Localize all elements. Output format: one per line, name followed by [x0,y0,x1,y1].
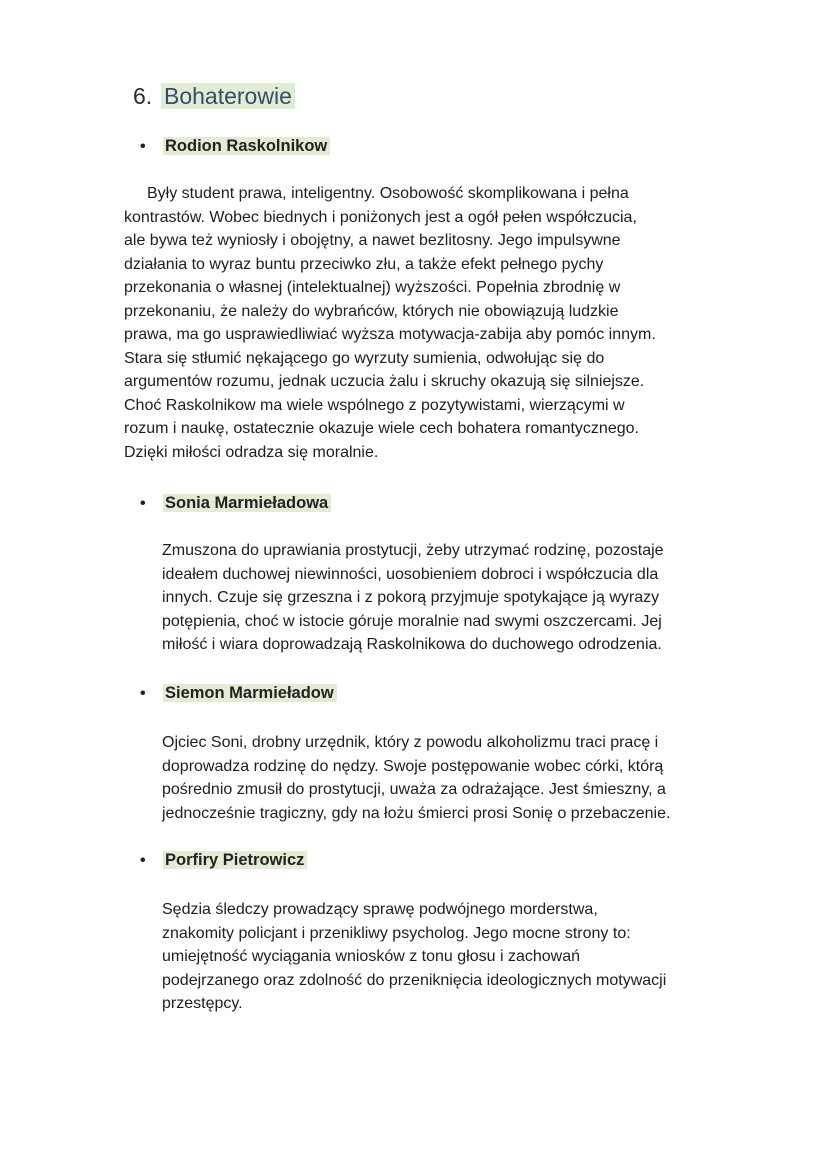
text-line: potępienia, choć w istocie góruje moralnie nad swymi oszczercami. Jej [162,612,662,630]
text-line: Stara się stłumić nękającego go wyrzuty sumienia, odwołując się do [124,349,605,367]
character-name: Porfiry Pietrowicz [163,851,307,869]
text-line: pośrednio zmusił do prostytucji, uważa za odrażające. Jest śmieszny, a [162,781,666,798]
text-line: argumentów rozumu, jednak uczucia żalu i skruchy okazują się silniejsze. [124,373,645,390]
character-heading-raskolnikow [140,134,330,159]
character-name: Rodion Raskolnikow [163,137,330,155]
bullet-icon: • [140,138,146,155]
text-line: Sędzia śledczy prowadzący sprawę podwójnego morderstwa, [162,901,598,918]
character-description-raskolnikow [124,182,656,464]
text-line: innych. Czuje się grzeszna i z pokorą przyjmuje spotykające ją wyrazy [162,589,660,606]
text-line: kontrastów. Wobec biednych i poniżonych jest a ogół pełen współczucia, [124,208,637,226]
text-line: umiejętność wyciągania wniosków z tonu głosu i zachowań [162,948,580,965]
character-name: Sonia Marmieładowa [163,494,331,512]
section-title: Bohaterowie [161,83,295,109]
text-line: ale bywa też wyniosły i obojętny, a nawet bezlitosny. Jego impulsywne [124,232,621,249]
bullet-icon: • [140,495,146,512]
character-heading-sonia [140,491,331,516]
text-line: miłość i wiara doprowadzają Raskolnikowa do duchowego odrodzenia. [162,636,662,653]
text-line: jednocześnie tragiczny, gdy na łożu śmierci prosi Sonię o przebaczenie. [162,804,671,822]
text-line: przekonaniu, że należy do wybrańców, których nie obowiązują ludzkie [124,302,619,320]
bullet-icon: • [140,685,146,702]
section-heading [133,80,295,112]
text-line: Dzięki miłości odradza się moralnie. [124,443,379,461]
text-line: doprowadza rodzinę do nędzy. Swoje postępowanie wobec córki, którą [162,757,664,775]
character-description-sonia [162,539,664,657]
character-heading-siemon [140,681,337,706]
text-line: podejrzanego oraz zdolność do przeniknięcia ideologicznych motywacji [162,971,667,989]
text-line: ideałem duchowej niewinności, uosobieniem dobroci i współczucia dla [162,565,659,583]
text-line: prawa, ma go usprawiedliwiać wyższa motywacja-zabija aby pomóc innym. [124,326,656,343]
character-name: Siemon Marmieładow [163,684,337,702]
character-description-siemon [162,731,670,825]
character-description-porfiry [162,898,666,1016]
bullet-icon: • [140,852,146,869]
character-heading-porfiry [140,848,307,873]
text-line: rozum i naukę, ostatecznie okazuje wiele cech bohatera romantycznego. [124,420,639,437]
text-line: działania to wyraz buntu przeciwko złu, a także efekt pełnego pychy [124,255,604,273]
text-line: znakomity policjant i przenikliwy psycholog. Jego mocne strony to: [162,924,631,942]
text-line: Zmuszona do uprawiania prostytucji, żeby utrzymać rodzinę, pozostaje [162,542,664,559]
text-line: Ojciec Soni, drobny urzędnik, który z powodu alkoholizmu traci pracę i [162,734,659,751]
text-line: przestępcy. [162,995,243,1012]
section-number: 6. [133,83,153,109]
text-line: Choć Raskolnikow ma wiele wspólnego z pozytywistami, wierzącymi w [124,396,625,414]
text-line: przekonania o własnej (intelektualnej) wyższości. Popełnia zbrodnię w [124,279,621,296]
text-line: Były student prawa, inteligentny. Osobowość skomplikowana i pełna [147,185,629,202]
